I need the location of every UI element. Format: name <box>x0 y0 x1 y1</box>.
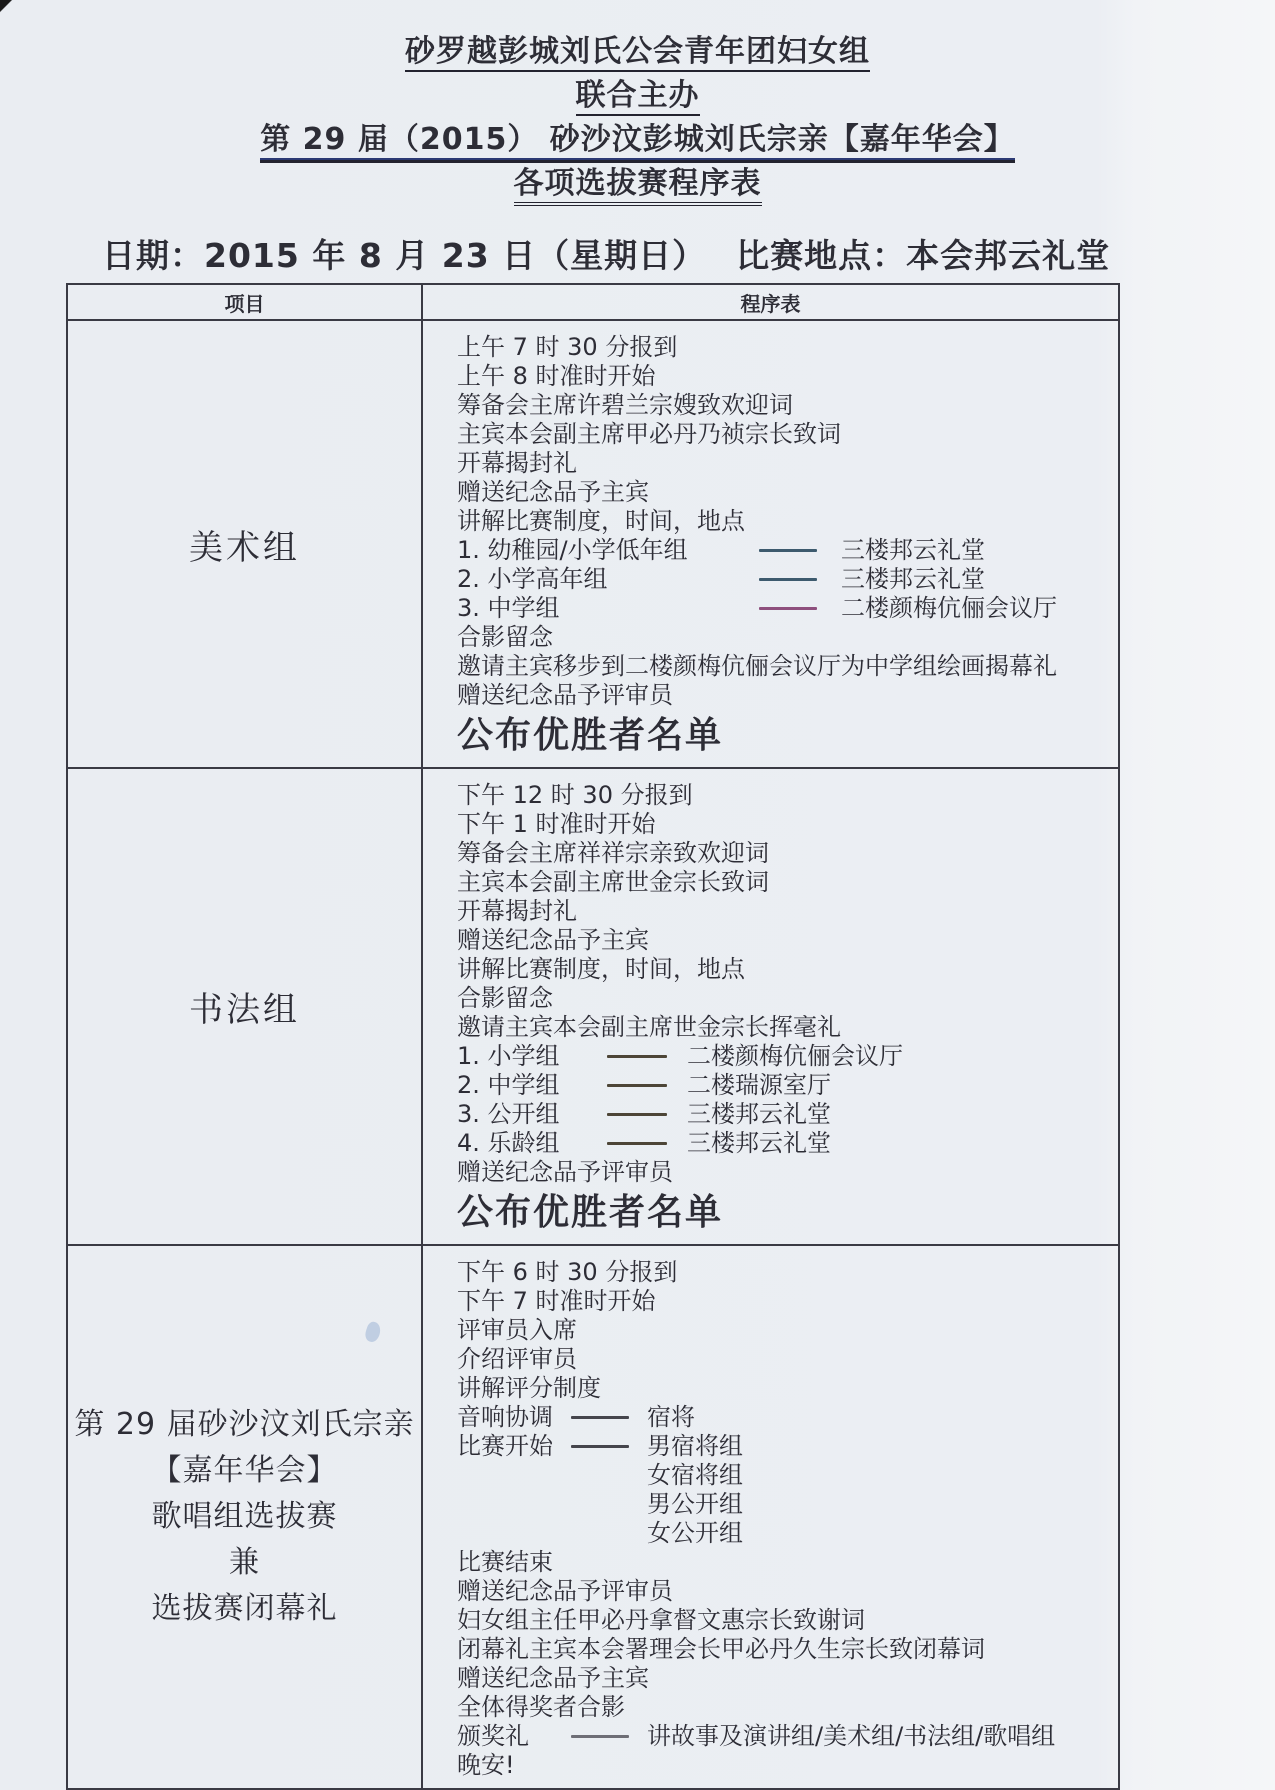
program-line: 比赛结束 <box>457 1548 553 1576</box>
item-cell <box>67 320 422 768</box>
program-line: 邀请主宾本会副主席世金宗长挥毫礼 <box>457 1013 841 1041</box>
item-label-line: 兼 <box>229 1545 260 1580</box>
item-label-line: 第 29 届砂沙汶刘氏宗亲 <box>74 1407 415 1442</box>
program-line-label: 4. 乐龄组 <box>457 1129 560 1157</box>
program-line: 开幕揭封礼 <box>457 897 577 925</box>
program-line <box>457 1100 1110 1129</box>
title-line-3 <box>0 118 1275 162</box>
program-line: 赠送纪念品予主宾 <box>457 478 649 506</box>
program-line-label: 2. 中学组 <box>457 1071 560 1099</box>
program-cell <box>422 768 1119 1245</box>
program-line: 赠送纪念品予评审员 <box>457 1577 673 1605</box>
program-line-label: 1. 幼稚园/小学低年组 <box>457 536 688 564</box>
title-line-2 <box>0 74 1275 118</box>
program-line-location: 女宿将组 <box>647 1461 743 1489</box>
dash-line <box>759 607 817 610</box>
program-line: 主宾本会副主席世金宗长致词 <box>457 868 769 896</box>
program-line <box>457 1461 1110 1490</box>
table-row <box>67 768 1119 1245</box>
dash-line <box>607 1084 667 1087</box>
program-line-location: 三楼邦云礼堂 <box>841 536 985 564</box>
item-label-line: 选拔赛闭幕礼 <box>151 1591 338 1626</box>
date-venue-line: 日期：2015 年 8 月 23 日（星期日） 比赛地点：本会邦云礼堂 <box>102 236 1111 275</box>
program-line: 开幕揭封礼 <box>457 449 577 477</box>
program-line-location: 三楼邦云礼堂 <box>687 1100 831 1128</box>
title-line-text: 砂罗越彭城刘氏公会青年团妇女组 <box>405 34 870 72</box>
program-line-location: 二楼颜梅伉俪会议厅 <box>841 594 1057 622</box>
program-line: 下午 7 时准时开始 <box>457 1287 656 1315</box>
column-header-item: 项目 <box>67 284 422 320</box>
title-line-text: 各项选拔赛程序表 <box>514 166 762 206</box>
dash-line <box>607 1055 667 1058</box>
program-line-location: 三楼邦云礼堂 <box>687 1129 831 1157</box>
title-line-text: 第 29 届（2015） 砂沙汶彭城刘氏宗亲【嘉年华会】 <box>260 122 1015 160</box>
dash-line <box>571 1735 629 1738</box>
program-line: 筹备会主席祥祥宗亲致欢迎词 <box>457 839 769 867</box>
program-line: 赠送纪念品予评审员 <box>457 1158 673 1186</box>
item-label-line: 歌唱组选拔赛 <box>151 1499 338 1534</box>
program-line <box>457 1490 1110 1519</box>
program-line: 闭幕礼主宾本会署理会长甲必丹久生宗长致闭幕词 <box>457 1635 985 1663</box>
program-line-location: 三楼邦云礼堂 <box>841 565 985 593</box>
dash-line <box>571 1416 629 1419</box>
program-line-label: 音响协调 <box>457 1403 553 1431</box>
program-line: 下午 6 时 30 分报到 <box>457 1258 678 1286</box>
program-line <box>457 536 1110 565</box>
program-line: 上午 8 时准时开始 <box>457 362 656 390</box>
program-line: 全体得奖者合影 <box>457 1693 625 1721</box>
dash-line <box>607 1113 667 1116</box>
program-line-label: 比赛开始 <box>457 1432 553 1460</box>
program-line: 下午 12 时 30 分报到 <box>457 781 693 809</box>
program-line: 公布优胜者名单 <box>457 1192 724 1233</box>
program-line <box>457 1042 1110 1071</box>
title-line-4 <box>0 162 1275 206</box>
dash-line <box>607 1142 667 1145</box>
item-label-line: 【嘉年华会】 <box>151 1453 338 1488</box>
program-line-label: 3. 中学组 <box>457 594 560 622</box>
dash-line <box>759 549 817 552</box>
dash-line <box>571 1445 629 1448</box>
program-line <box>457 1403 1110 1432</box>
program-line-location: 男宿将组 <box>647 1432 743 1460</box>
table-header-row <box>67 284 1119 320</box>
program-table <box>66 283 1120 1790</box>
program-line-location: 宿将 <box>647 1403 695 1431</box>
title-line-1 <box>0 30 1275 74</box>
title-line-text: 联合主办 <box>576 78 700 116</box>
program-line-location: 二楼颜梅伉俪会议厅 <box>687 1042 903 1070</box>
program-line: 邀请主宾移步到二楼颜梅伉俪会议厅为中学组绘画揭幕礼 <box>457 652 1057 680</box>
column-header-program: 程序表 <box>422 284 1119 320</box>
table-row <box>67 320 1119 768</box>
program-line <box>457 594 1110 623</box>
program-line-location: 二楼瑞源室厅 <box>687 1071 831 1099</box>
program-line: 主宾本会副主席甲必丹乃祯宗长致词 <box>457 420 841 448</box>
program-line: 介绍评审员 <box>457 1345 577 1373</box>
program-cell <box>422 320 1119 768</box>
program-line: 上午 7 时 30 分报到 <box>457 333 678 361</box>
program-line: 讲解评分制度 <box>457 1374 601 1402</box>
program-line <box>457 1519 1110 1548</box>
item-label-line: 书法组 <box>189 990 300 1030</box>
program-line: 晚安! <box>457 1751 515 1779</box>
program-line-label: 颁奖礼 <box>457 1722 529 1750</box>
item-cell <box>67 768 422 1245</box>
program-line: 下午 1 时准时开始 <box>457 810 656 838</box>
program-line: 讲解比赛制度，时间，地点 <box>457 507 745 535</box>
program-line: 筹备会主席许碧兰宗嫂致欢迎词 <box>457 391 793 419</box>
program-line <box>457 1432 1110 1461</box>
program-line-location: 男公开组 <box>647 1490 743 1518</box>
program-line: 妇女组主任甲必丹拿督文惠宗长致谢词 <box>457 1606 865 1634</box>
program-line-location: 女公开组 <box>647 1519 743 1547</box>
program-line-location: 讲故事及演讲组/美术组/书法组/歌唱组 <box>647 1722 1056 1750</box>
program-line: 公布优胜者名单 <box>457 715 724 756</box>
table-row <box>67 1245 1119 1789</box>
program-line <box>457 1722 1110 1751</box>
program-line: 赠送纪念品予评审员 <box>457 681 673 709</box>
program-line: 合影留念 <box>457 623 553 651</box>
program-line: 赠送纪念品予主宾 <box>457 1664 649 1692</box>
program-line: 合影留念 <box>457 984 553 1012</box>
program-line: 赠送纪念品予主宾 <box>457 926 649 954</box>
program-line <box>457 1129 1110 1158</box>
program-line-label: 1. 小学组 <box>457 1042 560 1070</box>
document-header <box>0 30 1275 206</box>
program-line-label: 2. 小学高年组 <box>457 565 608 593</box>
item-label-line: 美术组 <box>189 527 300 568</box>
program-cell <box>422 1245 1119 1789</box>
dash-line <box>759 578 817 581</box>
program-line-label: 3. 公开组 <box>457 1100 560 1128</box>
program-line <box>457 1071 1110 1100</box>
program-line: 评审员入席 <box>457 1316 577 1344</box>
program-line <box>457 565 1110 594</box>
program-line: 讲解比赛制度，时间，地点 <box>457 955 745 983</box>
